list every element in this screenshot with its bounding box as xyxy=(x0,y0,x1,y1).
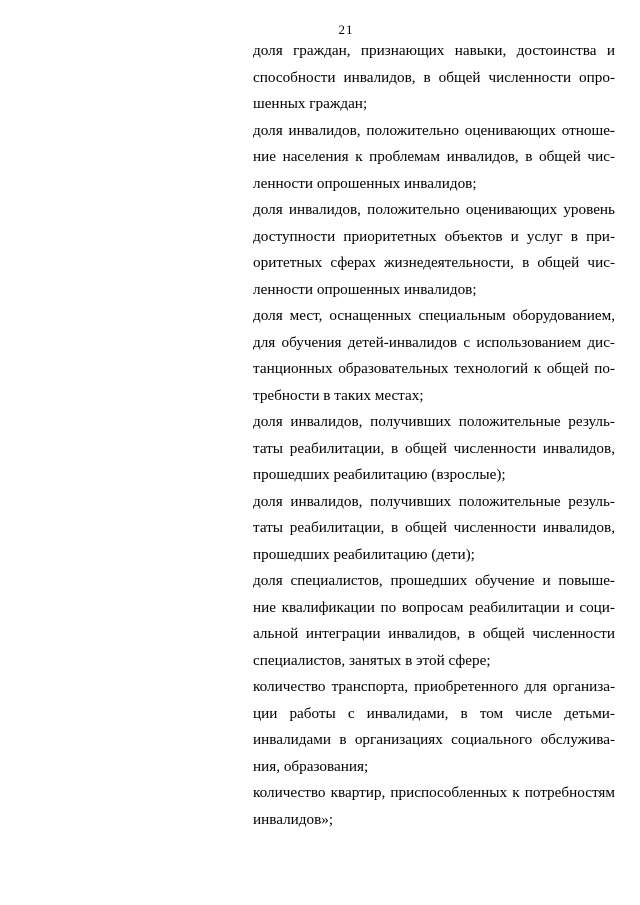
paragraph-attitude-assessment xyxy=(253,118,615,198)
text-line: инвалидов»; xyxy=(253,810,334,828)
text-line: для обучения детей-инвалидов с использованием дис- xyxy=(253,333,615,351)
paragraph-rehab-results-children xyxy=(253,489,615,569)
text-line: специалистов, занятых в этой сфере; xyxy=(253,651,491,669)
text-line: доля инвалидов, получивших положительные резуль- xyxy=(253,492,615,510)
text-line: доля инвалидов, положительно оценивающих отноше- xyxy=(253,121,615,139)
paragraph-accessibility-assessment xyxy=(253,197,615,303)
text-line: шенных граждан; xyxy=(253,95,368,112)
paragraph-transport-count xyxy=(253,674,615,780)
text-line: доля инвалидов, получивших положительные резуль- xyxy=(253,413,615,430)
text-line: ние квалификации по вопросам реабилитации и соци- xyxy=(253,598,615,616)
text-line: доля мест, оснащенных специальным оборудованием, xyxy=(253,307,615,324)
paragraph-distance-learning-places xyxy=(253,303,615,409)
page-number: 21 xyxy=(338,22,354,37)
text-line: альной интеграции инвалидов, в общей численности xyxy=(253,625,615,642)
text-line: количество квартир, приспособленных к потребностям xyxy=(253,784,615,801)
text-line: оритетных сферах жизнедеятельности, в общей чис- xyxy=(253,254,615,271)
text-line: прошедших реабилитацию (взрослые); xyxy=(253,466,506,483)
text-line: ние населения к проблемам инвалидов, в общей чис- xyxy=(253,148,615,165)
text-line: количество транспорта, приобретенного для организа- xyxy=(253,678,615,695)
text-line: танционных образовательных технологий к общей по- xyxy=(253,360,615,377)
text-line: способности инвалидов, в общей численности опро- xyxy=(253,68,615,86)
text-line: ленности опрошенных инвалидов; xyxy=(253,174,477,192)
text-line: таты реабилитации, в общей численности инвалидов, xyxy=(253,439,615,457)
text-line: прошедших реабилитацию (дети); xyxy=(253,545,475,563)
text-line: ленности опрошенных инвалидов; xyxy=(253,280,477,298)
text-line: инвалидами в организациях социального обслужива- xyxy=(253,731,615,748)
text-line: ния, образования; xyxy=(253,757,369,775)
text-line: ции работы с инвалидами, в том числе детьми- xyxy=(253,704,615,722)
text-line: доступности приоритетных объектов и услуг в при- xyxy=(253,227,615,245)
paragraph-rehab-results-adults xyxy=(253,409,615,489)
text-line: доля инвалидов, положительно оценивающих уровень xyxy=(253,201,615,218)
paragraph-citizens-recognizing-skills xyxy=(253,38,615,118)
text-line: таты реабилитации, в общей численности инвалидов, xyxy=(253,519,615,536)
text-line: требности в таких местах; xyxy=(253,386,424,404)
text-line: доля граждан, признающих навыки, достоинства и xyxy=(253,42,615,59)
document-body xyxy=(253,38,615,833)
paragraph-apartments-count xyxy=(253,780,615,833)
paragraph-specialists-training xyxy=(253,568,615,674)
text-line: доля специалистов, прошедших обучение и повыше- xyxy=(253,572,615,589)
